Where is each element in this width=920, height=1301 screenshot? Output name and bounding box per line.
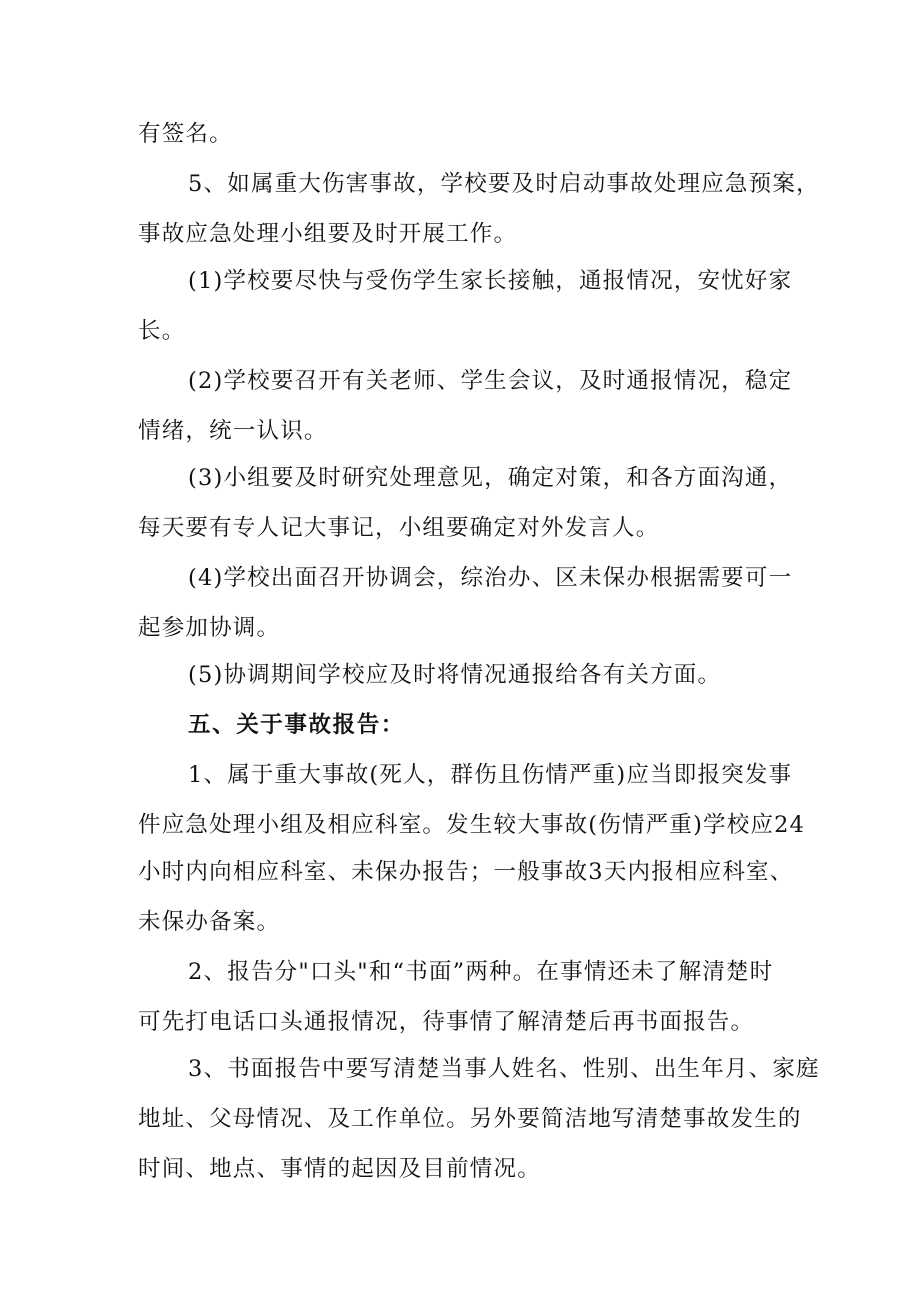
text-line: (3)小组要及时研究处理意见，确定对策，和各方面沟通， [188, 465, 793, 491]
text-line: (4)学校出面召开协调会，综治办、区未保办根据需要可一 [188, 565, 793, 591]
text-line: 可先打电话口头通报情况，待事情了解清楚后再书面报告。 [138, 1009, 755, 1035]
text-line: 1、属于重大事故(死人，群伤且伤情严重)应当即报突发事 [188, 762, 793, 788]
text-line: 事故应急处理小组要及时开展工作。 [138, 221, 518, 247]
text-line: 小时内向相应科室、未保办报告；一般事故3天内报相应科室、 [138, 859, 794, 885]
text-line: 长。 [138, 318, 186, 344]
text-line: 3、书面报告中要写清楚当事人姓名、性别、出生年月、家庭 [188, 1056, 820, 1082]
text-line: 件应急处理小组及相应科室。发生较大事故(伤情严重)学校应24 [138, 812, 806, 838]
text-line: (1)学校要尽快与受伤学生家长接触，通报情况，安忧好家 [188, 268, 793, 294]
text-line: 时间、地点、事情的起因及目前情况。 [138, 1156, 541, 1182]
text-line: 情绪，统一认识。 [138, 418, 328, 444]
text-line: 未保办备案。 [138, 909, 281, 935]
text-line: (5)协调期间学校应及时将情况通报给各有关方面。 [188, 662, 722, 688]
section-heading: 五、关于事故报告： [188, 712, 405, 738]
text-line: (2)学校要召开有关老师、学生会议，及时通报情况，稳定 [188, 368, 793, 394]
text-line: 5、如属重大伤害事故，学校要及时启动事故处理应急预案， [188, 171, 820, 197]
text-line: 地址、父母情况、及工作单位。另外要简洁地写清楚事故发生的 [138, 1106, 802, 1132]
text-line: 起参加协调。 [138, 615, 281, 641]
text-line: 每天要有专人记大事记，小组要确定对外发言人。 [138, 515, 660, 541]
text-line: 有签名。 [138, 121, 233, 147]
text-line: 2、报告分"口头"和“书面”两种。在事情还未了解清楚时 [188, 959, 774, 985]
